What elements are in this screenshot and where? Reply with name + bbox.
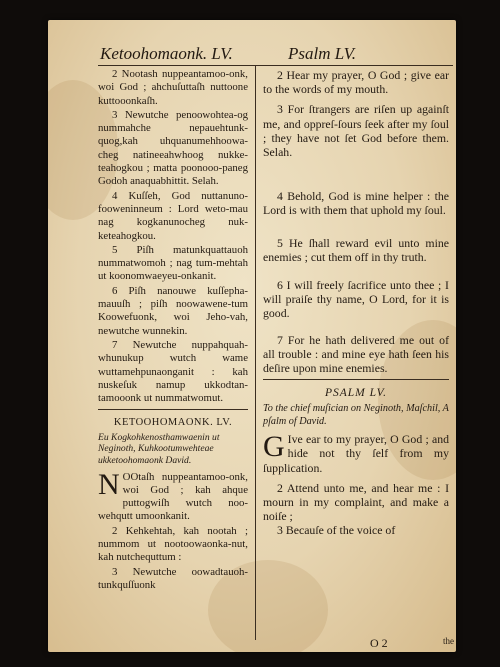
running-header-right: Psalm LV. [288,44,357,63]
verse: 7 Newutche nuppahquah-whunukup wutch wame wuttamehpunaonganit : kah nuskeſuk namup ukkodtan-tamooonk ut nummatwomut. [98,338,248,405]
verse: 3 For ſtrangers are riſen up againſt me, and oppreſ-ſours ſeek after my ſoul ; they have not ſet God before them. Selah. [263,102,449,160]
section-rule [263,379,449,380]
drop-cap: N [98,467,120,501]
verse: 6 I will freely ſacrifice unto thee ; I will praiſe thy name, O Lord, for it is good. [263,278,449,321]
psalm-title: PSALM LV. [324,387,388,400]
verse: 2 Nootash nuppeantamoo-onk, woi God ; ahchuſuttaſh nuttoone kuttooonkaſh. [98,68,248,107]
left-column-massachusett [98,68,248,593]
verse: 4 Behold, God is mine helper : the Lord is with them that uphold my ſoul. [263,189,449,218]
verse: 2 Hear my prayer, O God ; give ear to the words of my mouth. [263,68,449,97]
right-column-english [263,68,449,538]
drop-cap: G [263,430,285,464]
section-rule [98,409,248,410]
psalm-title: KETOOHOMAONK. LV. [113,417,233,429]
verse: 2 Kehkehtah, kah nootah ; nummom ut nootoowaonka-nut, kah nutchequttum : [98,524,248,564]
verse: 3 Becauſe of the voice of [277,523,396,538]
psalm-superscription: Eu Kogkohkenosthamwaenin ut Neginoth, Kuhkootumwehteae ukketoohomaonk David. [98,431,220,466]
psalm-superscription: To the chief muſician on Neginoth, Maſchil, A pſalm of David. [263,403,449,427]
verse-one [98,467,248,524]
column-divider [255,66,256,640]
verse: 5 Piſh matunkquattauoh nummatwomoh ; nag tum-mehtah ut koonomwaeyeu-onkanit. [98,243,248,283]
verse: 6 Piſh nanouwe kuſſepha-mauuſh ; piſh noowawene-tum Koowefuonk, woi Jeho-vah, newutche wunnekin. [98,284,248,337]
catchword: the [443,636,454,646]
signature-mark: O 2 [370,636,388,650]
verse: 7 For he hath delivered me out of all trouble : and mine eye hath ſeen his deſire upon mine enemies. [263,332,449,376]
verse: 3 Newutche oowadtauoh-tunkquſſuonk [98,565,248,591]
verse-one [263,432,449,475]
verse: 3 Newutche penoowohtea-og nummahche nepauehtunk-quog,kah uhquanumehhoowa-cheg natineeahwhoog nukke-teahogkou ; matta poonooo-paneg Godoh anaquabhittit. Selah. [98,108,248,188]
verse: 5 He ſhall reward evil unto mine enemies ; cut them off in thy truth. [263,235,449,264]
verse: 4 Kuſſeh, God nuttanuno-fooweninneum : Lord weto-mau nag kogkanunocheg nuk-keteahogkou. [98,189,248,242]
verse: 2 Attend unto me, and hear me : I mourn in my complaint, and make a noiſe ; [263,480,449,524]
verse-one-text: OOtaſh nuppeantamoo-onk, woi God ; kah ahque puttogwiſh wutch noo-wehqutt umoonkanit. [98,470,248,523]
running-header-left: Ketoohomaonk. LV. [100,44,233,63]
book-page [48,20,456,652]
header-rule [98,65,453,66]
verse-one-text: Ive ear to my prayer, O God ; and hide not thy ſelf from my ſupplication. [263,432,449,475]
